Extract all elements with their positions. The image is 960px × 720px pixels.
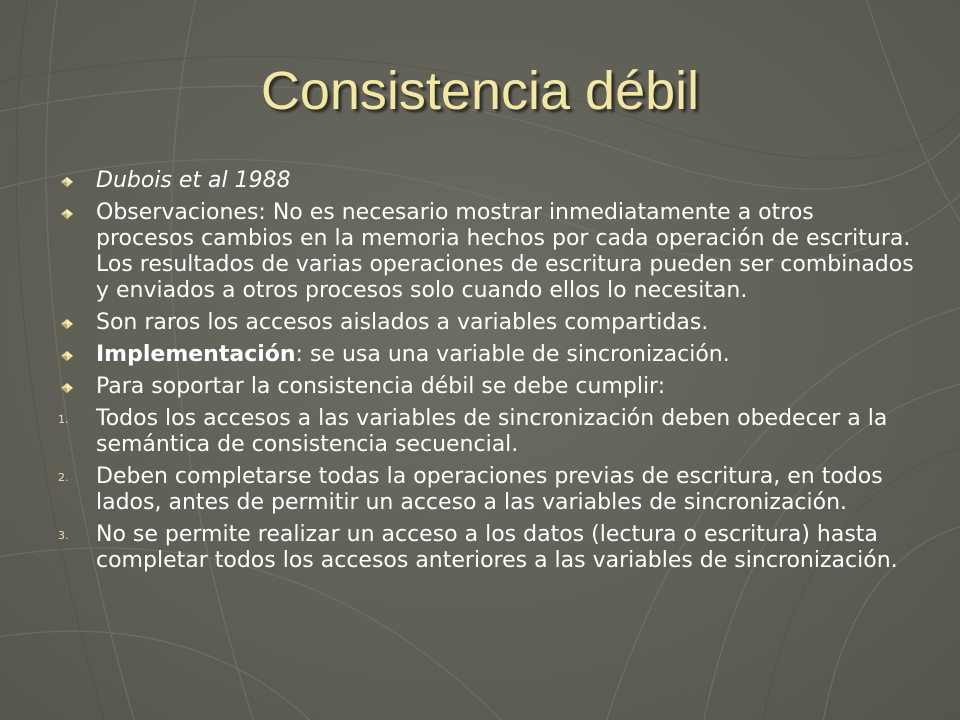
diamond-bullet-icon [61,209,73,219]
numbered-item [58,464,918,516]
list-item-text: Dubois et al 1988 [96,168,291,193]
implementation-label: Implementación [96,342,296,367]
list-item-text: Todos los accesos a las variables de sincronización deben obedecer a la semántica de consistencia secuencial. [96,406,888,457]
item-number: 3. [58,529,69,542]
diamond-bullet-icon [61,319,73,329]
list-item [58,342,918,368]
bullet-list [58,168,918,574]
numbered-item [58,522,918,574]
list-item-text: No se permite realizar un acceso a los datos (lectura o escritura) hasta completar todos los accesos anteriores a las variables de sincronización. [96,522,898,573]
diamond-bullet-icon [61,351,73,361]
list-item [58,168,918,194]
numbered-item [58,406,918,458]
list-item-text: Para soportar la consistencia débil se debe cumplir: [96,374,666,399]
list-item-text: Observaciones: No es necesario mostrar inmediatamente a otros procesos cambios en la memoria hechos por cada operación de escritura. Los resultados de varias operaciones de escritura pueden ser combinados y enviados a otros procesos solo cuando ellos lo necesitan. [96,200,914,303]
item-number: 2. [58,471,69,484]
list-item-text: Son raros los accesos aislados a variables compartidas. [96,310,709,335]
list-item-text: Deben completarse todas la operaciones previas de escritura, en todos lados, antes de permitir un acceso a las variables de sincronización. [96,464,883,515]
diamond-bullet-icon [61,383,73,393]
list-item-text [96,342,918,368]
list-item [58,200,918,304]
diamond-bullet-icon [61,177,73,187]
slide-title: Consistencia débil [260,61,700,121]
list-item [58,310,918,336]
list-item [58,374,918,400]
item-number: 1. [58,413,69,426]
implementation-text: : se usa una variable de sincronización. [295,342,730,367]
